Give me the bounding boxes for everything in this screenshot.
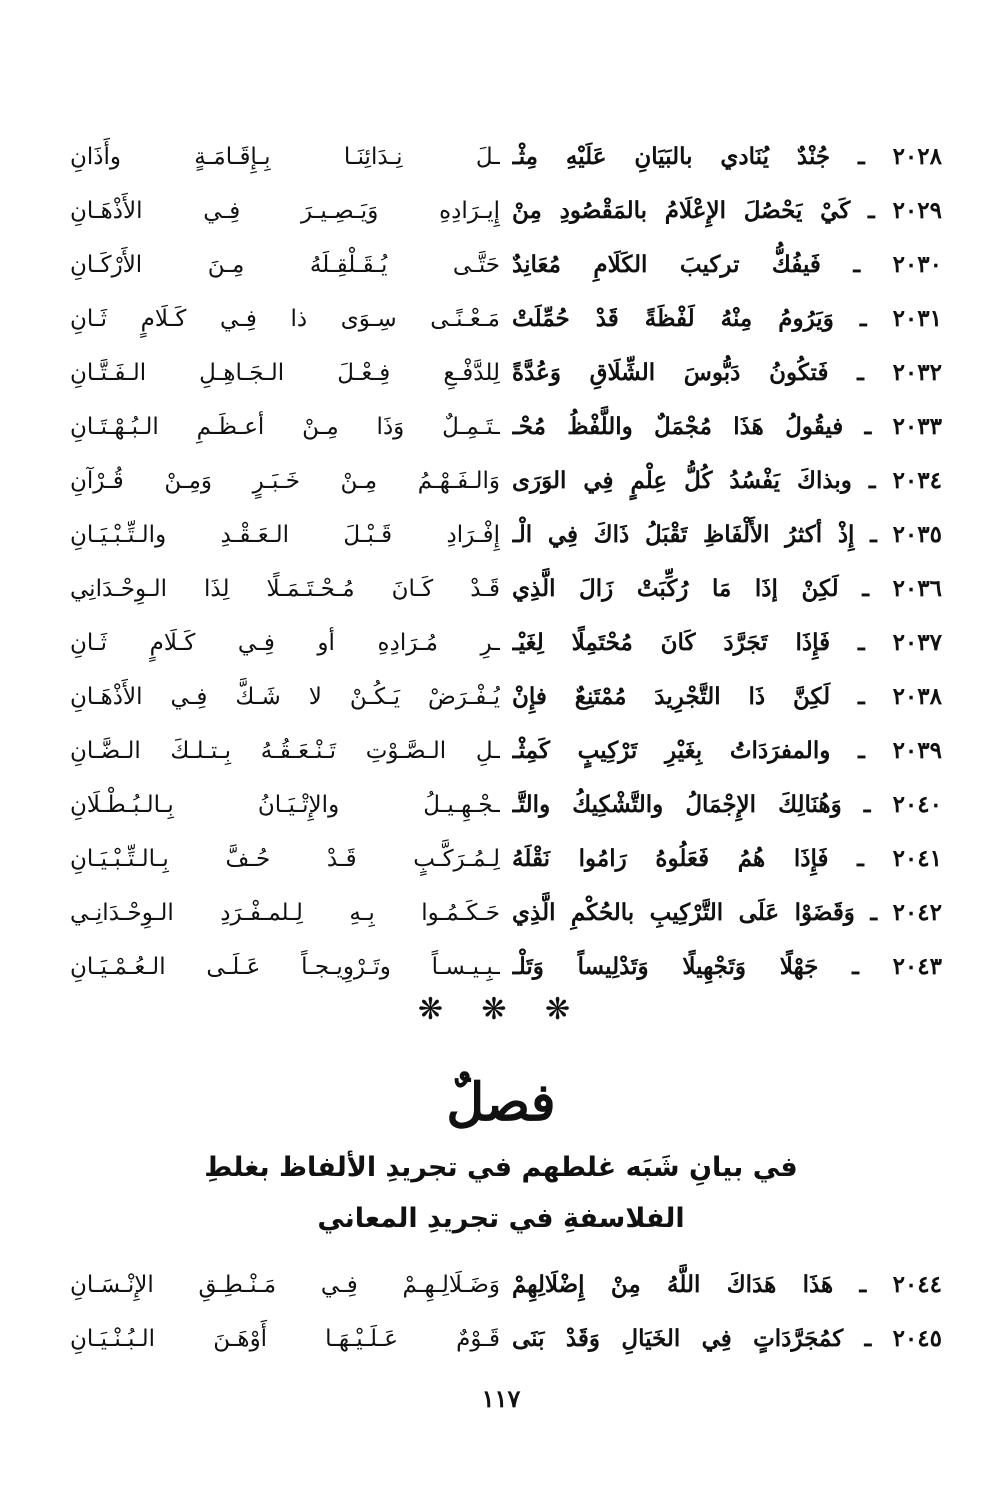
verse-second-hemistich: قَـدْ كَـانَ مُـحْـتَـمَـلًا لِذَا الـوِحْـدَانِي [70,576,500,602]
verse-row [70,1312,942,1366]
verse-row [70,724,942,778]
verse-second-hemistich: ـلِ الـصَّـوْتِ تَـنْـعَـقُـهُ بِـتـلـكَ الـضَّـانِ [70,738,500,764]
verse-second-hemistich: وَالـفَـهْـمُ مِـنْ خَـبَـرٍ وَمِـنْ قُـرْآنِ [70,468,500,494]
verse-row [70,508,942,562]
page-number: ١١٧ [481,1384,521,1413]
verses-block-bottom [70,1258,942,1366]
verse-second-hemistich: ـتَـمِـلٌ وَذَا مِـنْ أعـظَـمِ الـبُـهْـتَـانِ [70,414,500,440]
verse-second-hemistich: ـرِ مُـرَادِهِ أو فِـي كَـلَامٍ ثَـانِ [70,630,500,656]
verse-first-hemistich: ٢٠٤٥ ـ كمُجَرَّدَاتٍ فِي الخَيَالِ وَقَدْ بَنَى [512,1325,942,1352]
asterism-separator: ❋ ❋ ❋ [417,992,585,1027]
verse-first-hemistich: ٢٠٤٤ ـ هَذَا هَدَاكَ اللَّهُ مِنْ إِضْلَالِهِمْ [512,1271,942,1298]
verse-first-hemistich: ٢٠٣٦ ـ لَكِنْ إذَا مَا رُكِّبَتْ زَالَ الَّذِي [512,575,942,602]
verse-second-hemistich: إِيـرَادِهِ وَيَـصِـيـرَ فِـي الأَذْهَـانِ [70,198,500,224]
verse-first-hemistich: ٢٠٢٩ ـ كَيْ يَحْصُلَ الإِعْلَامُ بالمَقْصُودِ مِنْ [512,197,942,224]
verse-row [70,562,942,616]
verse-second-hemistich: وَضَـلَالِـهِـمْ فِـي مَـنْـطِـقِ الإِنْـسَـانِ [70,1272,500,1298]
verse-first-hemistich: ٢٠٣٠ ـ فَيفُكُّ تركيبَ الكَلَامِ مُعَانِدٌ [512,251,942,278]
verse-second-hemistich: ـبِـيـسـاً وتَـرْوِيـجـاً عَـلَـى الـعُـمْـيَـانِ [70,954,500,980]
verse-row [70,1258,942,1312]
verse-first-hemistich: ٢٠٢٨ ـ جُنْدٌ يُنَادي بالبَيَانِ عَلَيْهِ مِثْـ [512,143,942,170]
verse-first-hemistich: ٢٠٤٢ ـ وَقَضَوْا عَلَى التَّرْكِيبِ بالحُكْمِ الَّذِي [512,899,942,926]
verse-first-hemistich: ٢٠٣٣ ـ فيقُولُ هَذَا مُجْمَلٌ واللَّفْظُ مُحْـ [512,413,942,440]
verse-first-hemistich: ٢٠٤٠ ـ وَهُنَالِكَ الإِجْمَالُ والتَّشْكِيكُ والتَّـ [512,791,942,818]
verse-second-hemistich: يُـفْـرَضْ يَـكُـنْ لا شَـكَّ فِـي الأَذْهَـانِ [70,684,500,710]
verse-row [70,292,942,346]
verse-first-hemistich: ٢٠٣٢ ـ فَتكُونُ دَبُّوسَ الشِّلَاقِ وَعُدَّةً [512,359,942,386]
verse-second-hemistich: حَتَّـى يُـقَـلْقِـلَهُ مِـنَ الأَرْكَـانِ [70,252,500,278]
verse-second-hemistich: قَـوْمٌ عَـلَـيْـهَـا أَوْهَـنَ الـبُـنْـيَـانِ [70,1326,500,1352]
verse-row [70,940,942,994]
verse-row [70,184,942,238]
verse-row [70,778,942,832]
verse-first-hemistich: ٢٠٣٩ ـ والمفرَدَاتُ بِغَيْرِ تَرْكِيبٍ كَمِثْـ [512,737,942,764]
verse-second-hemistich: لِلدَّفْـعِ فِـعْـلَ الـجَـاهِـلِ الـفَـتَّـانِ [70,360,500,386]
verse-first-hemistich: ٢٠٤١ ـ فَإِذَا هُمُ فَعَلُوهُ رَامُوا نَقْلَهُ [512,845,942,872]
verse-second-hemistich: ـجْـهِـيـلُ والإِتْـيَـانُ بِـالـبُـطْـلَانِ [70,792,500,818]
verse-first-hemistich: ٢٠٣١ ـ وَيَرُومُ مِنْهُ لَفْظَةً قَدْ حُمِّلَتْ [512,305,942,332]
verse-second-hemistich: لِـمُـرَكَّـبٍ قَـدْ حُـفَّ بِـالـتِّـبْـيَـانِ [70,846,500,872]
verses-block-top [70,130,942,994]
verse-second-hemistich: ـلَ نِـدَائِنَـا بِـإِقَـامَـةٍ وأَذَانِ [70,144,500,170]
section-heading: فصلٌ [446,1072,556,1133]
section-subtitle-line-1: في بيانِ شَبَه غلطهم في تجريدِ الألفاظ بغلطِ [204,1152,798,1183]
verse-row [70,454,942,508]
verse-first-hemistich: ٢٠٣٨ ـ لَكِنَّ ذَا التَّجْرِيدَ مُمْتَنِعٌ فإِنْ [512,683,942,710]
verse-second-hemistich: حَـكَـمُـوا بِـهِ لِـلمـفْـرَدِ الـوِحْـدَانِـي [70,900,500,926]
verse-first-hemistich: ٢٠٣٤ ـ وبذاكَ يَفْسُدُ كُلُّ عِلْمٍ فِي الوَرَى [512,467,942,494]
verse-row [70,346,942,400]
verse-row [70,616,942,670]
section-subtitle-line-2: الفلاسفةِ في تجريدِ المعاني [317,1203,685,1234]
verse-first-hemistich: ٢٠٣٥ ـ إِذْ أكثرُ الأَلْفَاظِ تَقْبَلُ ذَاكَ فِي الْـ [512,521,942,548]
verse-row [70,886,942,940]
verse-row [70,670,942,724]
verse-second-hemistich: إِفْـرَادِ قَـبْـلَ الـعَـقْـدِ والـتِّـبْـيَـانِ [70,522,500,548]
verse-row [70,832,942,886]
verse-second-hemistich: مَـعْـنًـى سِـوَى ذا فِـي كَـلَامٍ ثَـانِ [70,306,500,332]
verse-row [70,400,942,454]
verse-row [70,130,942,184]
verse-row [70,238,942,292]
verse-first-hemistich: ٢٠٤٣ ـ جَهْلًا وَتَجْهِيلًا وَتَدْلِيساً وَتَلْـ [512,953,942,980]
verse-first-hemistich: ٢٠٣٧ ـ فَإِذَا تَجَرَّدَ كَانَ مُحْتَمِلًا لِغَيْـ [512,629,942,656]
